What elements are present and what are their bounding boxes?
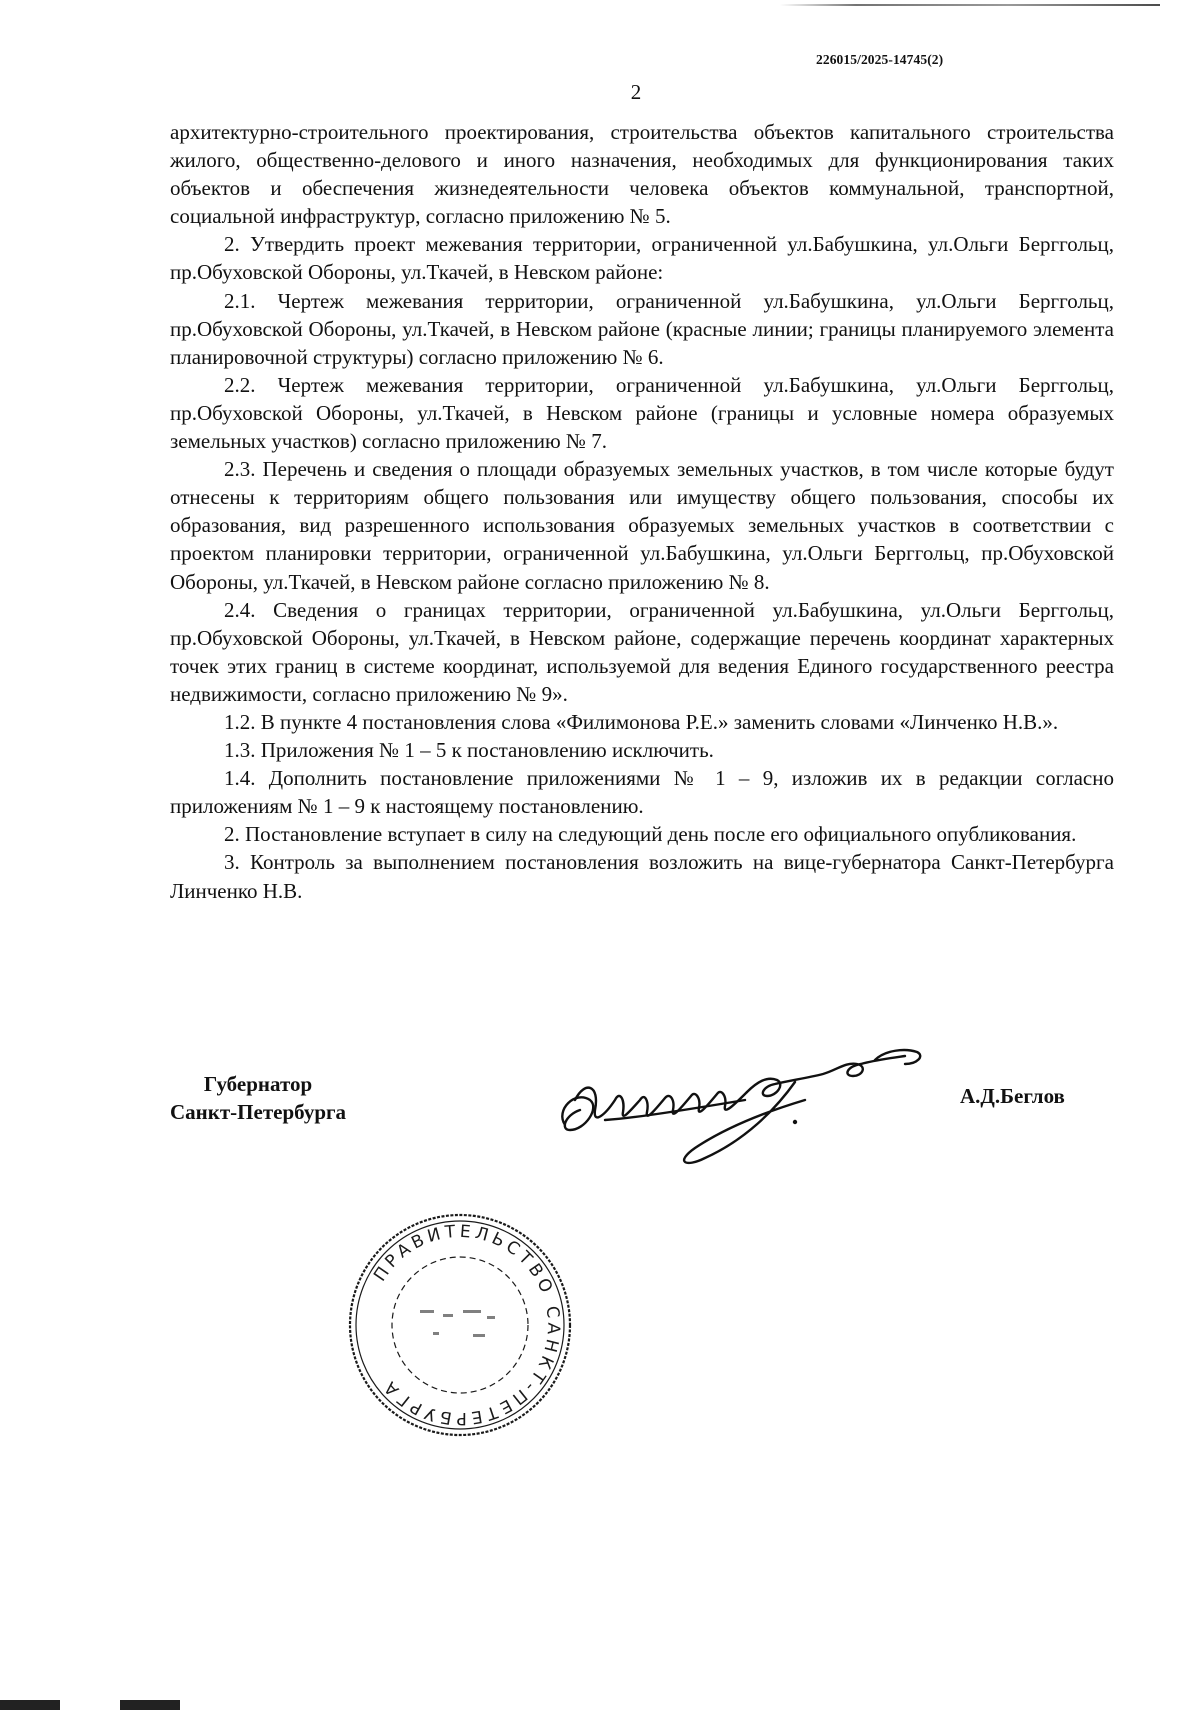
body-paragraph: 2.2. Чертеж межевания территории, ограниченной ул.Бабушкина, ул.Ольги Берггольц, пр.Обуховской Обороны, ул.Ткачей, в Невском районе (границы и условные номера образуемых земельных участков) согласно приложению № 7. <box>170 372 1114 454</box>
signatory-title <box>170 1070 346 1126</box>
body-paragraph: архитектурно-строительного проектирования, строительства объектов капитального строительства жилого, общественно-делового и иного назначения, необходимых для функционирования таких объектов и обеспечения жизнедеятельности человека объектов коммунальной, транспортной, социальной инфраструктур, согласно приложению № 5. <box>170 120 1114 229</box>
scan-bottom-marks <box>0 1698 200 1710</box>
body-paragraph: 1.2. В пункте 4 постановления слова «Филимонова Р.Е.» заменить словами «Линченко Н.В.». <box>224 709 1059 734</box>
body-paragraph: 1.4. Дополнить постановление приложениями № 1 – 9, изложив их в редакции согласно приложениям № 1 – 9 к настоящему постановлению. <box>170 766 1114 819</box>
svg-text:ПРАВИТЕЛЬСТВО САНКТ-ПЕТЕРБУРГА: ПРАВИТЕЛЬСТВО САНКТ-ПЕТЕРБУРГА <box>370 1221 564 1429</box>
signatory-name: А.Д.Беглов <box>960 1084 1065 1108</box>
scan-edge-line <box>780 4 1160 6</box>
body-paragraph: 1.3. Приложения № 1 – 5 к постановлению исключить. <box>224 738 714 763</box>
signatory-title-line1: Губернатор <box>203 1072 313 1096</box>
body-paragraph: 2.4. Сведения о границах территории, ограниченной ул.Бабушкина, ул.Ольги Берггольц, пр.Обуховской Обороны, ул.Ткачей, в Невском районе, содержащие перечень координат характерных точек этих границ в системе координат, используемой для ведения Единого государственного реестра недвижимости, согласно приложению № 9». <box>170 597 1114 706</box>
body-paragraph: 3. Контроль за выполнением постановления возложить на вице-губернатора Санкт-Петербурга Линченко Н.В. <box>170 850 1114 903</box>
document-body <box>170 118 1114 905</box>
body-paragraph: 2. Утвердить проект межевания территории, ограниченной ул.Бабушкина, ул.Ольги Берггольц, пр.Обуховской Обороны, ул.Ткачей, в Невском районе: <box>170 232 1114 285</box>
body-paragraph: 2.3. Перечень и сведения о площади образуемых земельных участков, в том числе которые будут отнесены к территориям общего пользования или имуществу общего пользования, способы их образования, вид разрешенного использования образуемых земельных участков в соответствии с проектом планировки территории, ограниченной ул.Бабушкина, ул.Ольги Берггольц, пр.Обуховской Обороны, ул.Ткачей, в Невском районе согласно приложению № 8. <box>170 457 1114 594</box>
document-registration-number: 226015/2025-14745(2) <box>816 52 944 67</box>
handwritten-signature <box>545 1030 975 1180</box>
body-paragraph: 2. Постановление вступает в силу на следующий день после его официального опубликования. <box>224 822 1077 847</box>
official-seal-stamp <box>345 1210 575 1440</box>
body-paragraph: 2.1. Чертеж межевания территории, ограниченной ул.Бабушкина, ул.Ольги Берггольц, пр.Обуховской Обороны, ул.Ткачей, в Невском районе (красные линии; границы планируемого элемента планировочной структуры) согласно приложению № 6. <box>170 288 1114 369</box>
page-number: 2 <box>630 80 642 104</box>
signatory-title-line2: Санкт-Петербурга <box>170 1100 347 1124</box>
